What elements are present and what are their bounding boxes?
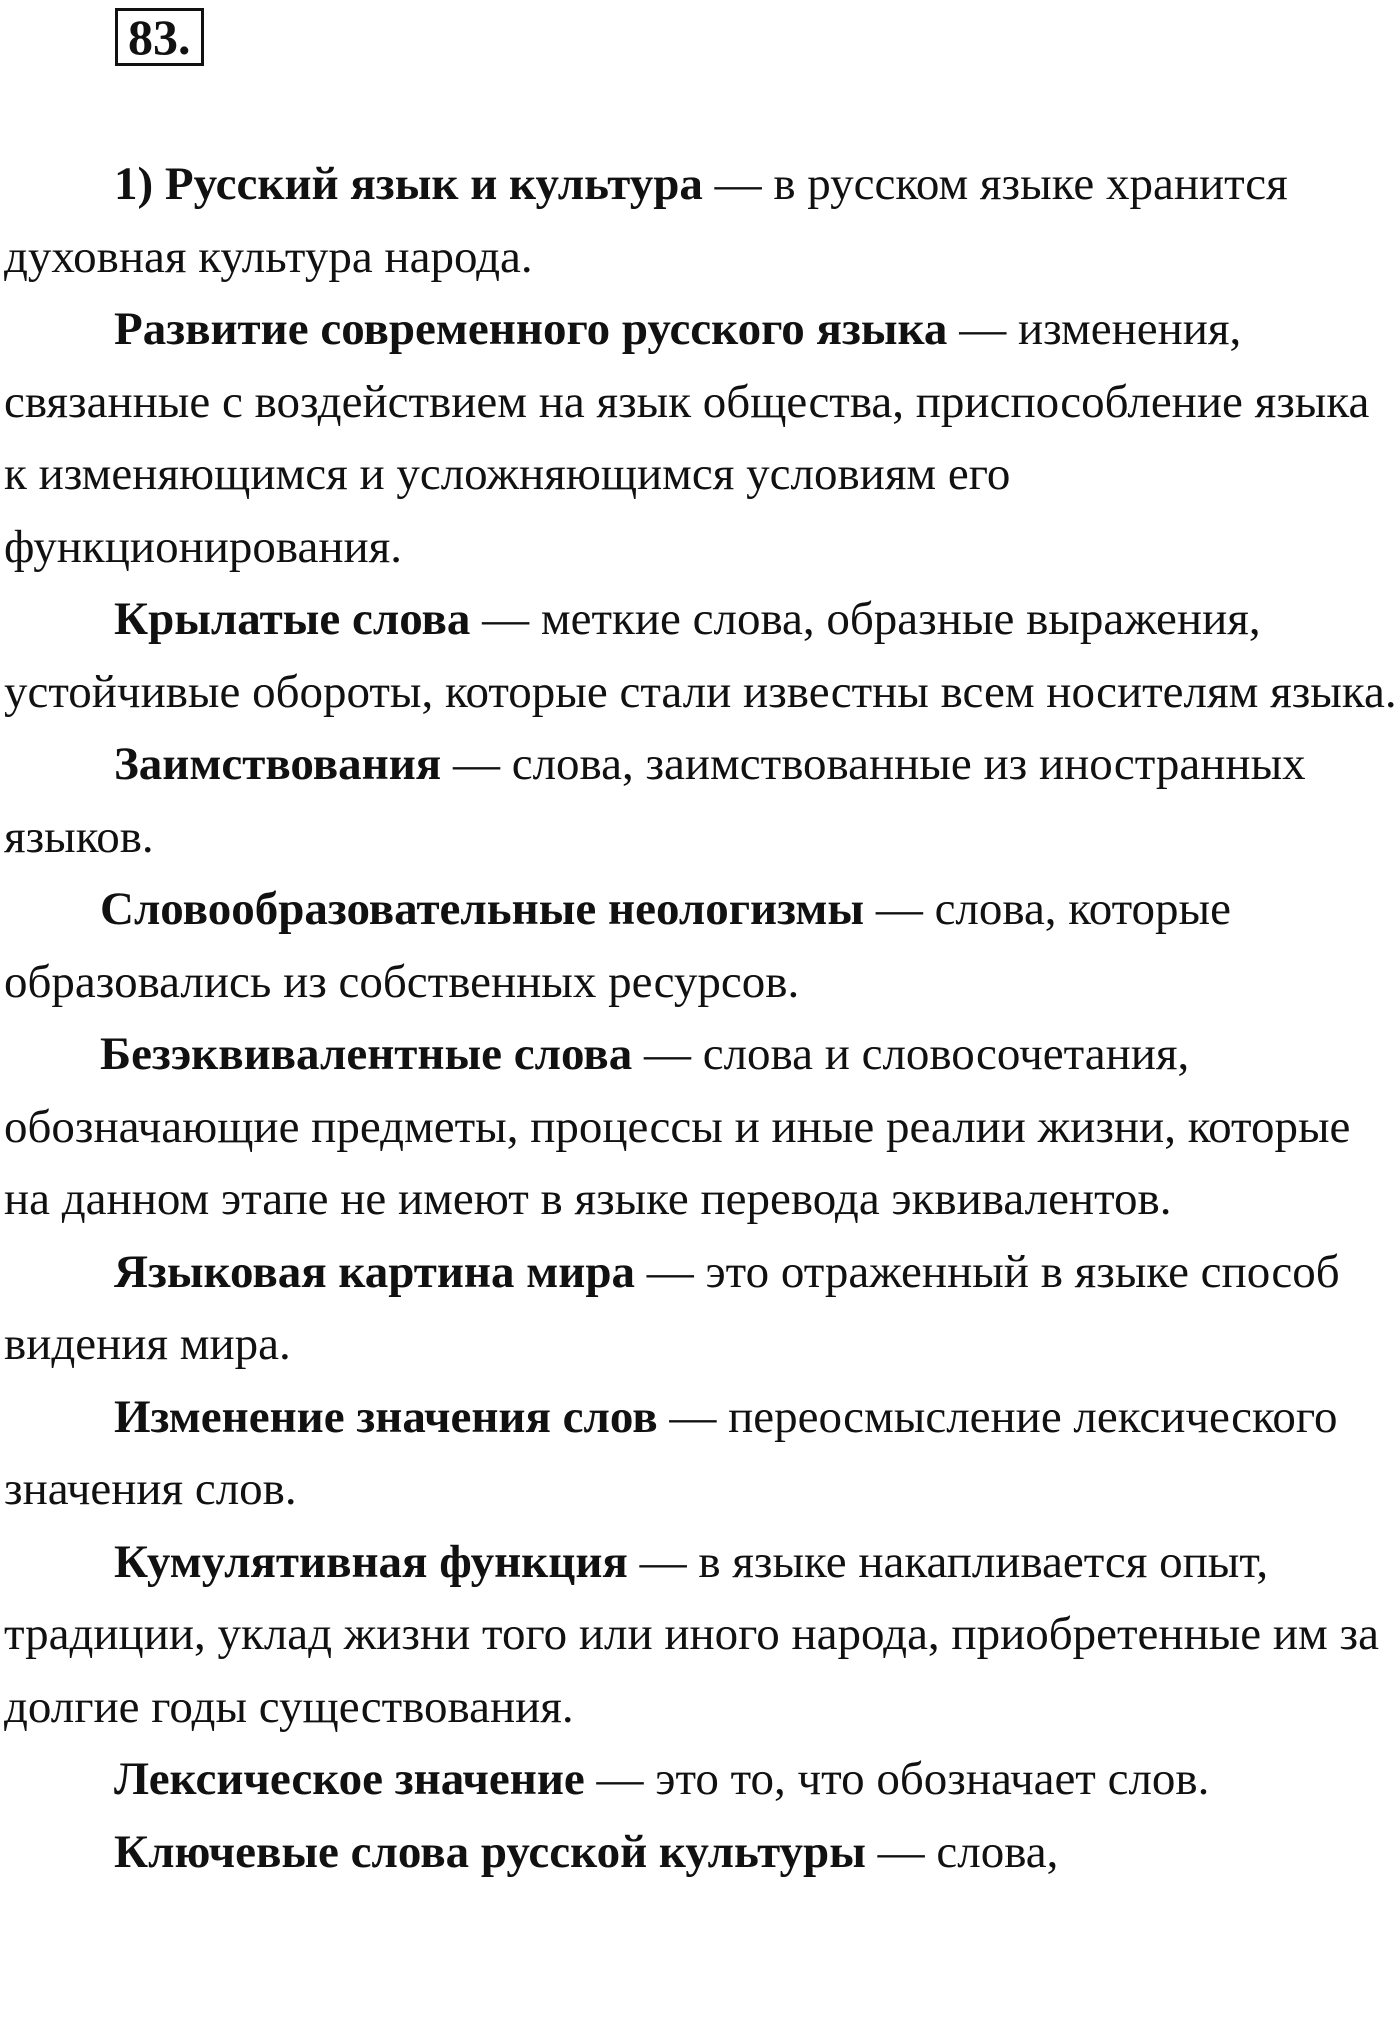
definition-term: Лексическое значение [114,1753,585,1805]
definition-term: Ключевые слова русской культуры [114,1825,866,1878]
definition-entry [4,293,1400,583]
definition-text: — это то, что обозначает слов. [584,1753,1210,1805]
definition-entry [4,148,1400,293]
definition-entry [4,1816,1400,1889]
definition-entry [4,728,1400,873]
definition-entry [4,1236,1400,1381]
definition-entry [4,1018,1400,1236]
definition-term: Языковая картина мира [114,1245,635,1298]
definition-text: — изменения, связанные с воздействием на язык общества, приспособление языка к изменяющимся и усложняющимся условиям его функционирования. [4,303,1370,573]
definition-term: Кумулятивная функция [114,1535,628,1588]
definition-entry [4,1743,1400,1816]
definition-text: — слова, [865,1825,1059,1878]
definition-text: — это отраженный в языке способ видения мира. [4,1245,1340,1370]
definition-entry [4,873,1400,1018]
definition-term: Словообразовательные неологизмы [100,883,865,935]
definition-entry [4,1526,1400,1744]
definition-term: Крылатые слова [114,593,471,645]
definition-text: — слова, которые образовались из собственных ресурсов. [4,883,1231,1008]
exercise-number: 83. [115,8,204,66]
definition-text: — переосмысление лексического значения слов. [4,1390,1338,1515]
definition-text: — слова, заимствованные из иностранных языков. [4,738,1306,863]
definition-text: — меткие слова, образные выражения, устойчивые обороты, которые стали известны всем носителям языка. [4,593,1397,718]
definitions-list [4,148,1400,1888]
definition-term: Развитие современного русского языка [114,303,948,355]
definition-text: — в языке накапливается опыт, традиции, уклад жизни того или иного народа, приобретенные им за долгие годы существования. [4,1535,1379,1733]
definition-text: — слова и словосочетания, обозначающие предметы, процессы и иные реалии жизни, которые на данном этапе не имеют в языке перевода эквивалентов. [4,1028,1351,1225]
definition-entry [4,1381,1400,1526]
definition-term: 1) Русский язык и культура [114,158,703,210]
definition-term: Изменение значения слов [114,1390,658,1443]
definition-term: Заимствования [114,738,442,790]
definition-term: Безэквивалентные слова [100,1028,633,1080]
definition-text: — в русском языке хранится духовная культура народа. [4,158,1288,283]
definition-entry [4,583,1400,728]
